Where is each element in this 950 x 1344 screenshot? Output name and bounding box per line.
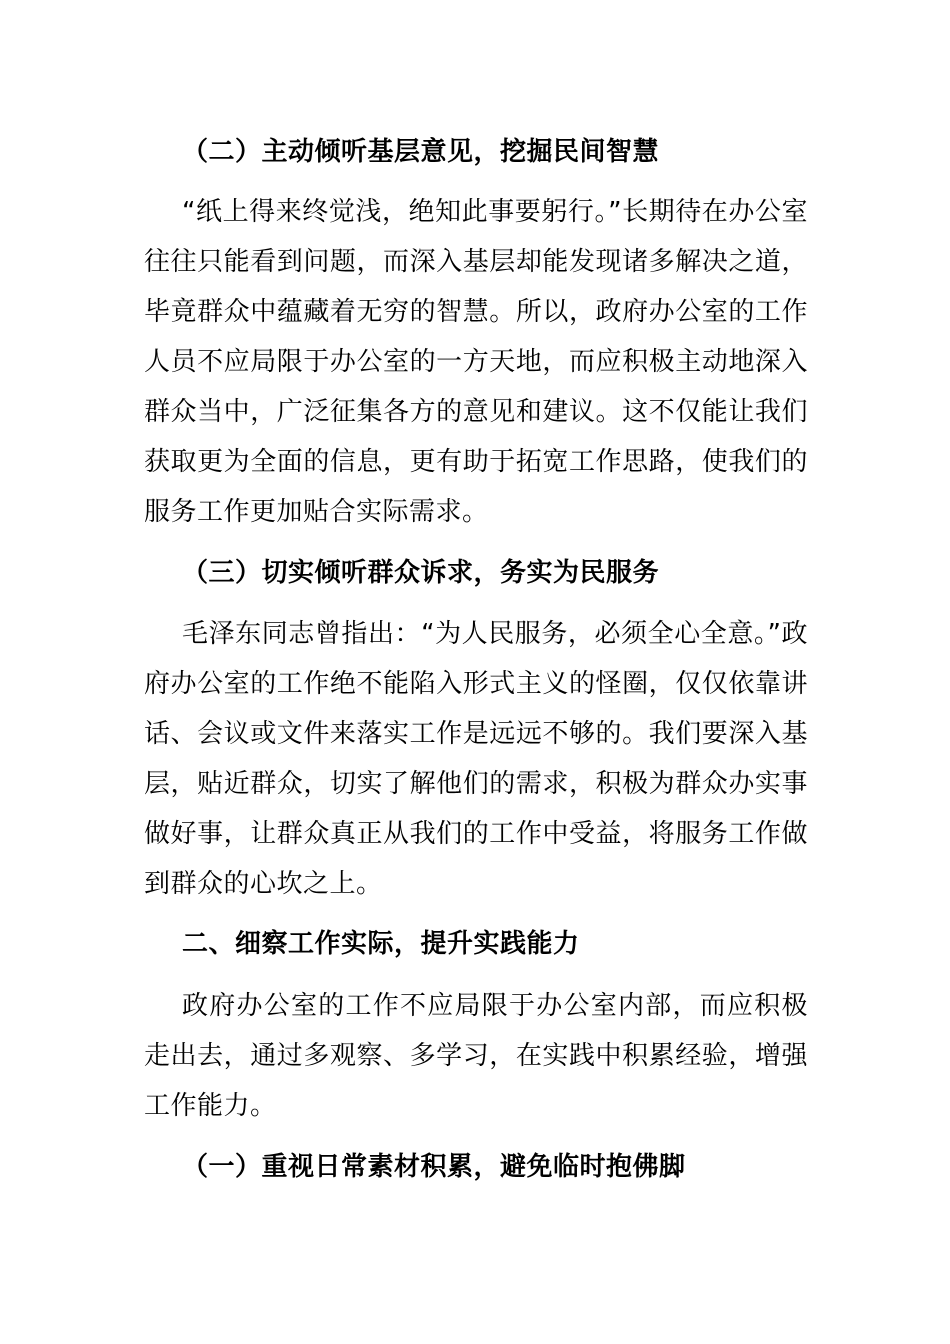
section-paragraph-listen-grassroots: “纸上得来终觉浅，绝知此事要躬行。”长期待在办公室往往只能看到问题，而深入基层却能发现诸多解决之道，毕竟群众中蕴藏着无穷的智慧。所以，政府办公室的工作人员不应局限于办公室的一方天地，而应积极主动地深入群众当中，广泛征集各方的意见和建议。这不仅能让我们获取更为全面的信息，更有助于拓宽工作思路，使我们的服务工作更加贴合实际需求。 (144, 197, 808, 527)
section-paragraph-serve-people: 毛泽东同志曾指出：“为人民服务，必须全心全意。”政府办公室的工作绝不能陷入形式主义的怪圈，仅仅依靠讲话、会议或文件来落实工作是远远不够的。我们要深入基层，贴近群众，切实了解他们的需求，积极为群众办实事做好事，让群众真正从我们的工作中受益，将服务工作做到群众的心坎之上。 (144, 619, 808, 899)
section-heading-serve-people: （三）切实倾听群众诉求，务实为民服务 (182, 558, 660, 588)
section-heading-daily-accumulation: （一）重视日常素材积累，避免临时抱佛脚 (182, 1152, 686, 1182)
section-paragraph-practice-ability: 政府办公室的工作不应局限于办公室内部，而应积极走出去，通过多观察、多学习，在实践中积累经验，增强工作能力。 (144, 991, 808, 1121)
section-heading-listen-grassroots: （二）主动倾听基层意见，挖掘民间智慧 (182, 137, 660, 167)
section-heading-practice-ability: 二、细察工作实际，提升实践能力 (182, 929, 580, 959)
